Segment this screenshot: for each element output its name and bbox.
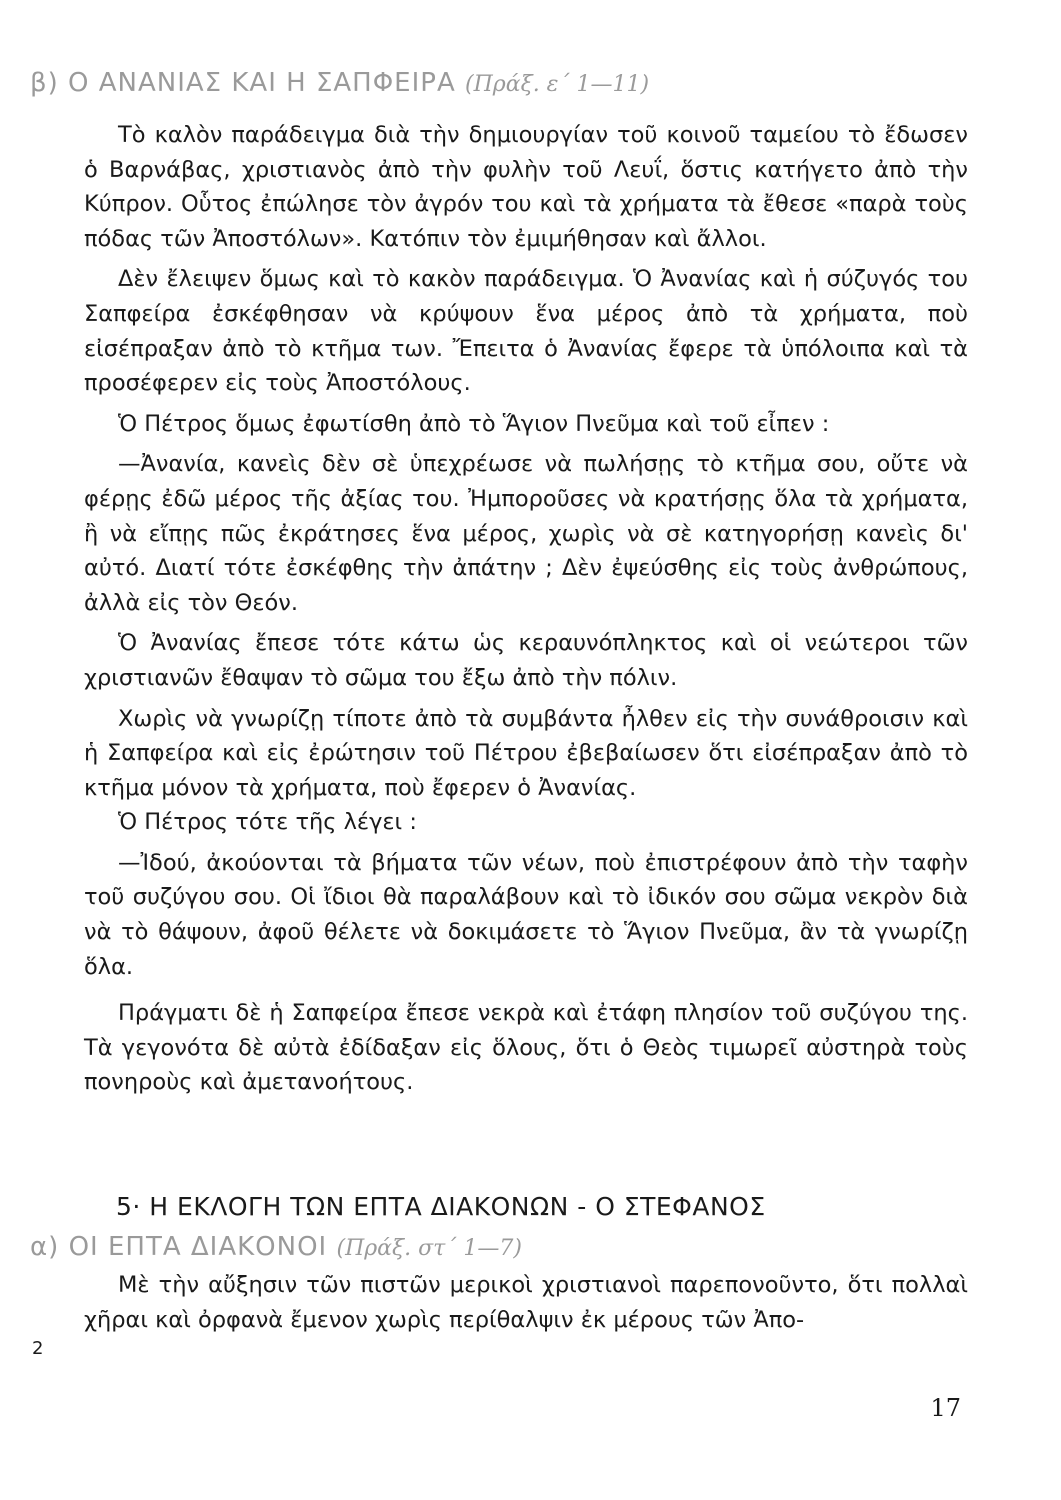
chapter-text [84,1268,968,1337]
section-heading-b [30,68,930,108]
paragraph: Μὲ τὴν αὔξησιν τῶν πιστῶν μερικοὶ χριστιανοὶ παρεπονοῦντο, ὅτι πολλαὶ χῆραι καὶ ὀρφανὰ ἔμενον χωρὶς περίθαλψιν ἐκ μέρους τῶν Ἀπο- [84,1272,968,1333]
section-reference: (Πράξ. ε΄ 1—11) [465,72,650,97]
paragraph: Ὁ Ἀνανίας ἔπεσε τότε κάτω ὡς κεραυνόπληκτος καὶ οἱ νεώτεροι τῶν χριστιανῶν ἔθαψαν τὸ σῶμα του ἔξω ἀπὸ τὴν πόλιν. [84,630,968,691]
main-text [84,118,968,1100]
section-title: ΟΙ ΕΠΤΑ ΔΙΑΚΟΝΟΙ [68,1232,328,1262]
paragraph: Τὸ καλὸν παράδειγμα διὰ τὴν δημιουργίαν τοῦ κοινοῦ ταμείου τὸ ἔδωσεν ὁ Βαρνάβας, χριστιανὸς ἀπὸ τὴν φυλὴν τοῦ Λευΐ, ὅστις κατήγετο ἀπὸ τὴν Κύπρον. Οὗτος ἐπώλησε τὸν ἀγρόν του καὶ τὰ χρήματα τὰ ἔθεσε «παρὰ τοὺς πόδας τῶν Ἀποστόλων». Κατόπιν τὸν ἐμιμήθησαν καὶ ἄλλοι. [84,122,968,252]
paragraph: Ὁ Πέτρος ὅμως ἐφωτίσθη ἀπὸ τὸ Ἅγιον Πνεῦμα καὶ τοῦ εἶπεν : [118,410,830,437]
section-marker: α) [30,1232,60,1262]
signature-mark: 2 [32,1338,44,1359]
paragraph: Ὁ Πέτρος τότε τῆς λέγει : [118,809,417,836]
section-heading-a [30,1232,730,1262]
paragraph: Δὲν ἔλειψεν ὅμως καὶ τὸ κακὸν παράδειγμα. Ὁ Ἀνανίας καὶ ἡ σύζυγός του Σαπφείρα ἐσκέφθησαν νὰ κρύψουν ἕνα μέρος ἀπὸ τὰ χρήματα, ποὺ εἰσέπραξαν ἀπὸ τὸ κτῆμα των. Ἔπειτα ὁ Ἀνανίας ἔφερε τὰ ὑπόλοιπα καὶ τὰ προσέφερεν εἰς τοὺς Ἀποστόλους. [84,266,968,397]
page-number: 17 [930,1394,961,1422]
section-title: Ο ΑΝΑΝΙΑΣ ΚΑΙ Η ΣΑΠΦΕΙΡΑ [68,68,456,98]
paragraph: Χωρὶς νὰ γνωρίζῃ τίποτε ἀπὸ τὰ συμβάντα ἦλθεν εἰς τὴν συνάθροισιν καὶ ἡ Σαπφείρα καὶ εἰς ἐρώτησιν τοῦ Πέτρου ἐβεβαίωσεν ὅτι εἰσέπραξαν ἀπὸ τὸ κτῆμα μόνον τὰ χρήματα, ποὺ ἔφερεν ὁ Ἀνανίας. [84,705,968,801]
section-marker: β) [30,68,59,98]
paragraph: —Ἰδού, ἀκούονται τὰ βήματα τῶν νέων, ποὺ ἐπιστρέφουν ἀπὸ τὴν ταφὴν τοῦ συζύγου σου. Οἱ ἴδιοι θὰ παραλάβουν καὶ τὸ ἰδικόν σου σῶμα νεκρὸν διὰ νὰ τὸ θάψουν, ἀφοῦ θέλετε νὰ δοκιμάσετε τὸ Ἅγιον Πνεῦμα, ἂν τὰ γνωρίζῃ ὅλα. [84,849,968,980]
paragraph: Πράγματι δὲ ἡ Σαπφείρα ἔπεσε νεκρὰ καὶ ἐτάφη πλησίον τοῦ συζύγου της. Τὰ γεγονότα δὲ αὐτὰ ἐδίδαξαν εἰς ὅλους, ὅτι ὁ Θεὸς τιμωρεῖ αὐστηρὰ τοὺς πονηροὺς καὶ ἀμετανοήτους. [84,1000,968,1096]
paragraph: —Ἀνανία, κανεὶς δὲν σὲ ὑπεχρέωσε νὰ πωλήσῃς τὸ κτῆμα σου, οὔτε νὰ φέρῃς ἐδῶ μέρος τῆς ἀξίας του. Ἠμποροῦσες νὰ κρατήσῃς ὅλα τὰ χρήματα, ἢ νὰ εἴπῃς πῶς ἐκράτησες ἕνα μέρος, χωρὶς νὰ σὲ κατηγορήσῃ κανεὶς δι' αὐτό. Διατί τότε ἐσκέφθης τὴν ἀπάτην ; Δὲν ἐψεύσθης εἰς τοὺς ἀνθρώπους, ἀλλὰ εἰς τὸν Θεόν. [84,451,968,616]
chapter-heading: 5· Η ΕΚΛΟΓΗ ΤΩΝ ΕΠΤΑ ΔΙΑΚΟΝΩΝ - Ο ΣΤΕΦΑΝΟΣ [116,1192,766,1221]
section-reference: (Πράξ. στ΄ 1—7) [336,1236,522,1261]
